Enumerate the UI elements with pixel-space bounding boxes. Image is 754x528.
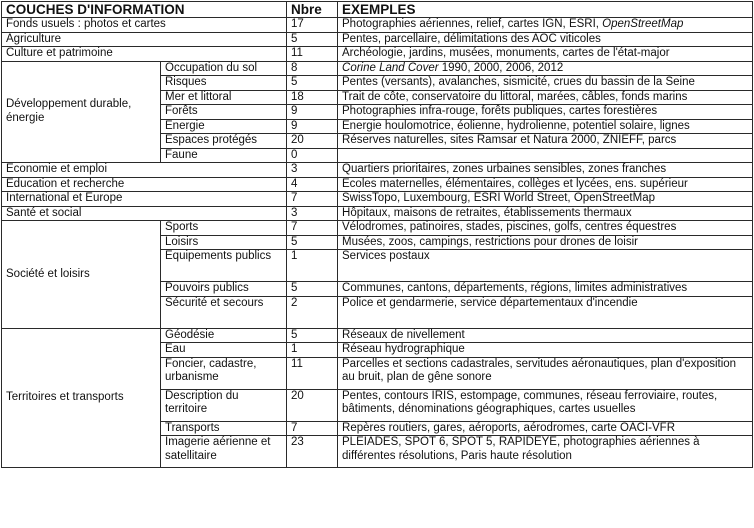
layer-name: Agriculture <box>2 32 287 47</box>
layer-count: 5 <box>287 32 338 47</box>
sub-layer-name: Faune <box>161 148 287 163</box>
header-count: Nbre <box>287 2 338 18</box>
layer-examples: Musées, zoos, campings, restrictions pour drones de loisir <box>338 235 753 250</box>
layer-count: 3 <box>287 163 338 178</box>
header-examples: EXEMPLES <box>338 2 753 18</box>
examples-italic-text: OpenStreetMap <box>602 18 684 30</box>
layer-count: 18 <box>287 90 338 105</box>
layer-count: 5 <box>287 76 338 91</box>
sub-layer-name: Occupation du sol <box>161 61 287 76</box>
layer-examples: Parcelles et sections cadastrales, servitudes aéronautiques, plan d'exposition au bruit, plan de gêne sonore <box>338 357 753 389</box>
layer-examples: Pentes (versants), avalanches, sismicité, crues du bassin de la Seine <box>338 76 753 91</box>
layer-examples: Réserves naturelles, sites Ramsar et Natura 2000, ZNIEFF, parcs <box>338 134 753 149</box>
sub-layer-name: Risques <box>161 76 287 91</box>
information-layers-table <box>1 1 753 468</box>
sub-layer-name: Transports <box>161 421 287 436</box>
sub-layer-name: Sports <box>161 221 287 236</box>
layer-count: 17 <box>287 18 338 33</box>
layer-count: 23 <box>287 436 338 468</box>
table-row <box>2 177 753 192</box>
examples-italic-text: Corine Land Cover <box>342 61 439 74</box>
table-row <box>2 206 753 221</box>
layer-name: International et Europe <box>2 192 287 207</box>
layer-count: 2 <box>287 296 338 328</box>
layer-examples: Réseau hydrographique <box>338 343 753 358</box>
layer-examples: Trait de côte, conservatoire du littoral, marées, câbles, fonds marins <box>338 90 753 105</box>
sub-layer-name: Géodésie <box>161 328 287 343</box>
layer-count: 7 <box>287 221 338 236</box>
layer-examples: Écoles maternelles, élémentaires, collèges et lycées, ens. supérieur <box>338 177 753 192</box>
layer-examples: Quartiers prioritaires, zones urbaines sensibles, zones franches <box>338 163 753 178</box>
examples-text: 1990, 2000, 2006, 2012 <box>438 61 564 74</box>
table-row <box>2 163 753 178</box>
layer-count: 4 <box>287 177 338 192</box>
layer-examples: Pentes, contours IRIS, estompage, communes, réseau ferroviaire, routes, bâtiments, dénominations géographiques, cartes usuelles <box>338 389 753 421</box>
layer-count: 0 <box>287 148 338 163</box>
sub-layer-name: Sécurité et secours <box>161 296 287 328</box>
layer-examples <box>338 18 753 33</box>
layer-examples: Vélodromes, patinoires, stades, piscines, golfs, centres équestres <box>338 221 753 236</box>
sub-layer-name: Pouvoirs publics <box>161 282 287 297</box>
layer-examples: Réseaux de nivellement <box>338 328 753 343</box>
layer-examples: Archéologie, jardins, musées, monuments, cartes de l'état-major <box>338 47 753 62</box>
layer-name: Santé et social <box>2 206 287 221</box>
sub-layer-name: Foncier, cadastre, urbanisme <box>161 357 287 389</box>
theme-name: Société et loisirs <box>2 221 161 329</box>
sub-layer-name: Eau <box>161 343 287 358</box>
layer-examples: Repères routiers, gares, aéroports, aérodromes, carte OACI-VFR <box>338 421 753 436</box>
layer-name: Économie et emploi <box>2 163 287 178</box>
theme-name: Territoires et transports <box>2 328 161 468</box>
sub-layer-name: Mer et littoral <box>161 90 287 105</box>
layer-examples: Énergie houlomotrice, éolienne, hydrolienne, potentiel solaire, lignes <box>338 119 753 134</box>
layer-count: 7 <box>287 192 338 207</box>
layer-count: 9 <box>287 105 338 120</box>
layer-count: 5 <box>287 235 338 250</box>
table-row <box>2 328 753 343</box>
header-layers: COUCHES D'INFORMATION <box>2 2 287 18</box>
layer-count: 1 <box>287 343 338 358</box>
layer-examples <box>338 148 753 163</box>
table-row <box>2 221 753 236</box>
examples-text: Photographies aériennes, relief, cartes IGN, ESRI, <box>342 18 603 30</box>
layer-count: 9 <box>287 119 338 134</box>
table-row <box>2 192 753 207</box>
layer-examples: PLEIADES, SPOT 6, SPOT 5, RAPIDEYE, photographies aériennes à différentes résolutions, Paris haute résolution <box>338 436 753 468</box>
sub-layer-name: Équipements publics <box>161 250 287 282</box>
sub-layer-name: Loisirs <box>161 235 287 250</box>
layer-examples: SwissTopo, Luxembourg, ESRI World Street, OpenStreetMap <box>338 192 753 207</box>
layer-examples: Photographies infra-rouge, forêts publiques, cartes forestières <box>338 105 753 120</box>
layer-examples: Police et gendarmerie, service départementaux d'incendie <box>338 296 753 328</box>
layer-count: 1 <box>287 250 338 282</box>
layer-name: Fonds usuels : photos et cartes <box>2 18 287 33</box>
layer-count: 20 <box>287 389 338 421</box>
sub-layer-name: Énergie <box>161 119 287 134</box>
layer-name: Culture et patrimoine <box>2 47 287 62</box>
layer-count: 3 <box>287 206 338 221</box>
table-row <box>2 32 753 47</box>
layer-examples: Pentes, parcellaire, délimitations des AOC viticoles <box>338 32 753 47</box>
layer-count: 11 <box>287 357 338 389</box>
sub-layer-name: Espaces protégés <box>161 134 287 149</box>
layer-name: Éducation et recherche <box>2 177 287 192</box>
table-row <box>2 47 753 62</box>
sub-layer-name: Forêts <box>161 105 287 120</box>
layer-count: 5 <box>287 282 338 297</box>
layer-count: 8 <box>287 61 338 76</box>
layer-examples: Hôpitaux, maisons de retraites, établissements thermaux <box>338 206 753 221</box>
header-row <box>2 2 753 18</box>
sub-layer-name: Description du territoire <box>161 389 287 421</box>
table-row <box>2 18 753 33</box>
theme-name: Développement durable, énergie <box>2 61 161 163</box>
table-row <box>2 61 753 76</box>
layer-count: 20 <box>287 134 338 149</box>
layer-count: 7 <box>287 421 338 436</box>
layer-count: 11 <box>287 47 338 62</box>
layer-examples: Communes, cantons, départements, régions, limites administratives <box>338 282 753 297</box>
layer-examples <box>338 61 753 76</box>
layer-count: 5 <box>287 328 338 343</box>
layer-examples: Services postaux <box>338 250 753 282</box>
sub-layer-name: Imagerie aérienne et satellitaire <box>161 436 287 468</box>
